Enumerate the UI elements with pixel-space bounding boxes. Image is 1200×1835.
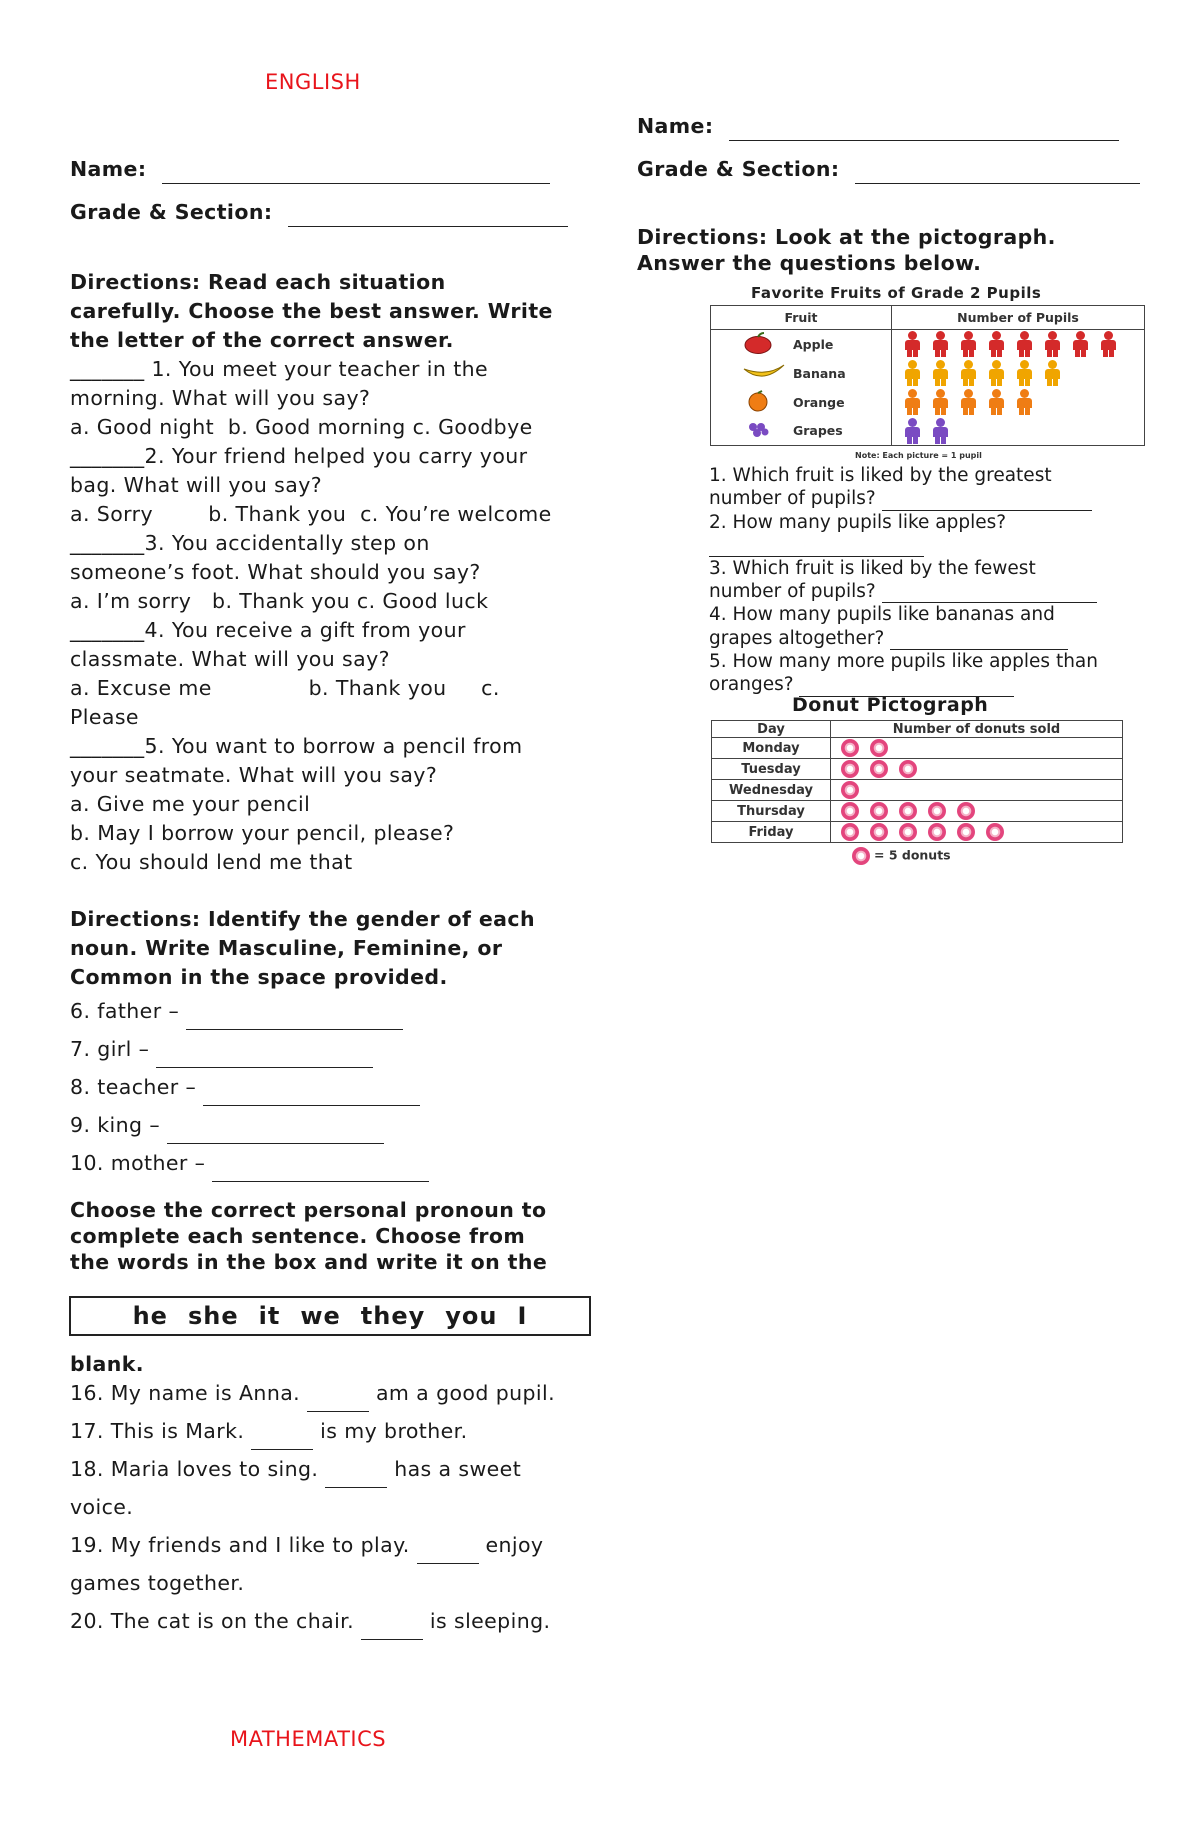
donut-icon — [928, 823, 946, 841]
pupil-icon — [904, 331, 921, 357]
math-question-1-cont: number of pupils? — [709, 487, 1098, 510]
math-grade-row — [637, 155, 1140, 184]
day-label: Monday — [712, 738, 831, 759]
question-4: _______4. You receive a gift from your — [70, 618, 466, 642]
grade-label: Grade & Section: — [70, 200, 273, 224]
pronoun-word: they — [360, 1302, 426, 1330]
question-4-choices-cont: Please — [70, 705, 139, 729]
donut-icon — [928, 802, 946, 820]
col-header-pupils: Number of Pupils — [892, 306, 1145, 330]
answer-blank[interactable] — [307, 1393, 369, 1412]
question-4-cont: classmate. What will you say? — [70, 647, 390, 671]
question-4-choices: a. Excuse me b. Thank you c. — [70, 676, 500, 700]
math-questions — [709, 464, 1098, 697]
directions-line: noun. Write Masculine, Feminine, or — [70, 936, 503, 960]
pronoun-item: 20. The cat is on the chair. is sleeping. — [70, 1602, 555, 1640]
fruit-cell — [711, 359, 892, 388]
pronoun-word: we — [300, 1302, 341, 1330]
day-label: Tuesday — [712, 759, 831, 780]
answer-blank[interactable] — [709, 542, 924, 557]
pupil-icon — [904, 418, 921, 444]
name-blank[interactable] — [162, 165, 550, 184]
donut-icon — [899, 802, 917, 820]
pupil-icon — [1016, 331, 1033, 357]
pronoun-word: he — [132, 1302, 168, 1330]
english-heading: ENGLISH — [265, 70, 361, 94]
pupil-icons — [892, 388, 1145, 417]
pupil-icon — [932, 418, 949, 444]
question-1: _______ 1. You meet your teacher in the — [70, 357, 489, 381]
donut-icon — [870, 760, 888, 778]
donut-icon — [870, 739, 888, 757]
answer-blank[interactable] — [417, 1545, 479, 1564]
pupil-icon — [988, 389, 1005, 415]
math-directions — [637, 224, 1056, 276]
pronoun-item: 18. Maria loves to sing. has a sweet — [70, 1450, 555, 1488]
question-5-choice-b: b. May I borrow your pencil, please? — [70, 821, 455, 845]
donut-row — [712, 801, 1123, 822]
question-3: _______3. You accidentally step on — [70, 531, 430, 555]
pronoun-item: 16. My name is Anna. am a good pupil. — [70, 1374, 555, 1412]
answer-blank[interactable] — [882, 588, 1097, 603]
pupil-icon — [960, 360, 977, 386]
gender-item: 9. king – — [70, 1106, 429, 1144]
english-grade-row — [70, 198, 568, 227]
fruit-chart-title: Favorite Fruits of Grade 2 Pupils — [751, 284, 1042, 302]
pronoun-word: it — [258, 1302, 281, 1330]
pupil-icon — [960, 331, 977, 357]
donut-icons — [831, 738, 1123, 759]
math-question-4-cont: grapes altogether? — [709, 627, 1098, 650]
name-label: Name: — [70, 157, 147, 181]
fruit-chart-note: Note: Each picture = 1 pupil — [855, 451, 982, 460]
banana-icon — [741, 361, 787, 383]
answer-blank[interactable] — [361, 1621, 423, 1640]
pronoun-word-box — [69, 1296, 591, 1336]
fruit-cell — [711, 388, 892, 417]
pupil-icon — [1044, 331, 1061, 357]
english-name-row — [70, 155, 550, 184]
fruit-row — [711, 330, 1145, 359]
donut-icon — [899, 760, 917, 778]
math-question-3-cont: number of pupils? — [709, 580, 1098, 603]
directions-line: Directions: Look at the pictograph. — [637, 225, 1056, 249]
donut-row — [712, 822, 1123, 843]
question-1-choices: a. Good night b. Good morning c. Goodbye — [70, 415, 533, 439]
english-directions-1 — [70, 268, 553, 355]
donut-icon — [957, 802, 975, 820]
apple-icon — [741, 332, 775, 354]
donut-icons — [831, 822, 1123, 843]
day-label: Friday — [712, 822, 831, 843]
col-header-fruit: Fruit — [711, 306, 892, 330]
pupil-icons — [892, 330, 1145, 359]
pupil-icon — [904, 389, 921, 415]
math-name-row — [637, 112, 1119, 141]
fruit-label: Orange — [793, 394, 845, 410]
answer-blank[interactable] — [167, 1125, 384, 1144]
donut-icon — [870, 823, 888, 841]
situation-questions — [70, 355, 552, 877]
answer-blank[interactable] — [890, 635, 1068, 650]
col-header-day: Day — [712, 721, 831, 738]
donut-row — [712, 759, 1123, 780]
pronoun-word: I — [517, 1302, 528, 1330]
donut-icon — [841, 781, 859, 799]
question-3-cont: someone’s foot. What should you say? — [70, 560, 481, 584]
math-question-5: 5. How many more pupils like apples than — [709, 651, 1098, 673]
grade-blank[interactable] — [288, 208, 568, 227]
pupil-icon — [1100, 331, 1117, 357]
donut-icons — [831, 780, 1123, 801]
pronoun-word: she — [187, 1302, 239, 1330]
math-question-5-cont: oranges? — [709, 673, 1098, 696]
donut-icon — [841, 739, 859, 757]
pupil-icon — [1072, 331, 1089, 357]
answer-blank[interactable] — [325, 1469, 387, 1488]
question-5-choice-c: c. You should lend me that — [70, 850, 353, 874]
gender-item: 7. girl – — [70, 1030, 429, 1068]
answer-blank[interactable] — [203, 1087, 420, 1106]
col-header-donuts: Number of donuts sold — [831, 721, 1123, 738]
directions-line: the words in the box and write it on the — [70, 1250, 548, 1274]
answer-blank[interactable] — [882, 496, 1092, 511]
donut-icon — [986, 823, 1004, 841]
pupil-icon — [988, 360, 1005, 386]
donut-icon — [957, 823, 975, 841]
grapes-icon — [741, 418, 775, 440]
pupil-icon — [960, 389, 977, 415]
donut-icons — [831, 759, 1123, 780]
fruit-pictograph — [710, 305, 1145, 446]
question-1-cont: morning. What will you say? — [70, 386, 371, 410]
donut-icon — [841, 802, 859, 820]
pronoun-item: 17. This is Mark. is my brother. — [70, 1412, 555, 1450]
question-5-choice-a: a. Give me your pencil — [70, 792, 311, 816]
pupil-icon — [932, 331, 949, 357]
fruit-label: Grapes — [793, 423, 843, 439]
math-question-1: 1. Which fruit is liked by the greatest — [709, 465, 1052, 486]
pronoun-item-cont: voice. — [70, 1495, 134, 1519]
directions-line: Common in the space provided. — [70, 965, 448, 989]
fruit-label: Apple — [793, 336, 834, 352]
donut-icon — [841, 823, 859, 841]
directions-line: Directions: Read each situation — [70, 270, 446, 294]
pronoun-items — [70, 1374, 555, 1640]
gender-items — [70, 992, 429, 1182]
pronoun-item: 19. My friends and I like to play. enjoy — [70, 1526, 555, 1564]
pupil-icon — [904, 360, 921, 386]
math-question-2: 2. How many pupils like apples? — [709, 511, 1007, 533]
grade-blank[interactable] — [855, 165, 1140, 184]
pupil-icon — [932, 360, 949, 386]
donut-row — [712, 738, 1123, 759]
donut-icon — [852, 847, 870, 865]
donut-key: = 5 donuts — [852, 847, 951, 865]
fruit-row — [711, 359, 1145, 388]
directions-line: complete each sentence. Choose from — [70, 1224, 526, 1248]
name-label: Name: — [637, 114, 714, 138]
english-directions-2 — [70, 905, 535, 992]
answer-blank[interactable] — [212, 1163, 429, 1182]
gender-item: 8. teacher – — [70, 1068, 429, 1106]
donut-icon — [899, 823, 917, 841]
question-2-choices: a. Sorry b. Thank you c. You’re welcome — [70, 502, 552, 526]
blank-word: blank. — [70, 1352, 144, 1376]
donut-icon — [870, 802, 888, 820]
question-5-cont: your seatmate. What will you say? — [70, 763, 438, 787]
gender-item: 6. father – — [70, 992, 429, 1030]
directions-line: Choose the correct personal pronoun to — [70, 1198, 547, 1222]
fruit-cell — [711, 330, 892, 359]
math-question-3: 3. Which fruit is liked by the fewest — [709, 557, 1036, 579]
day-label: Wednesday — [712, 780, 831, 801]
pupil-icon — [1016, 389, 1033, 415]
fruit-row — [711, 388, 1145, 417]
directions-line: the letter of the correct answer. — [70, 328, 454, 352]
fruit-row — [711, 417, 1145, 446]
directions-line: carefully. Choose the best answer. Write — [70, 299, 553, 323]
math-question-2-answer — [709, 534, 1098, 557]
pupil-icon — [988, 331, 1005, 357]
question-3-choices: a. I’m sorry b. Thank you c. Good luck — [70, 589, 489, 613]
pupil-icons — [892, 359, 1145, 388]
directions-line: Answer the questions below. — [637, 251, 982, 275]
question-2: _______2. Your friend helped you carry your — [70, 444, 528, 468]
pronoun-item-cont: games together. — [70, 1571, 245, 1595]
directions-line: Directions: Identify the gender of each — [70, 907, 535, 931]
pronoun-word: you — [445, 1302, 498, 1330]
fruit-label: Banana — [793, 365, 846, 381]
pupil-icon — [1016, 360, 1033, 386]
donut-pictograph — [711, 720, 1123, 843]
donut-row — [712, 780, 1123, 801]
donut-chart-title: Donut Pictograph — [792, 694, 989, 716]
mathematics-heading: MATHEMATICS — [230, 1727, 387, 1751]
donut-icons — [831, 801, 1123, 822]
english-directions-3 — [70, 1197, 547, 1275]
pupil-icons — [892, 417, 1145, 446]
answer-blank[interactable] — [251, 1431, 313, 1450]
day-label: Thursday — [712, 801, 831, 822]
math-question-4: 4. How many pupils like bananas and — [709, 604, 1055, 626]
fruit-cell — [711, 417, 892, 446]
question-5: _______5. You want to borrow a pencil from — [70, 734, 523, 758]
gender-item: 10. mother – — [70, 1144, 429, 1182]
question-2-cont: bag. What will you say? — [70, 473, 323, 497]
orange-icon — [741, 390, 775, 412]
answer-blank[interactable] — [186, 1011, 403, 1030]
pupil-icon — [932, 389, 949, 415]
grade-label: Grade & Section: — [637, 157, 840, 181]
answer-blank[interactable] — [156, 1049, 373, 1068]
name-blank[interactable] — [729, 122, 1119, 141]
donut-icon — [841, 760, 859, 778]
pupil-icon — [1044, 360, 1061, 386]
